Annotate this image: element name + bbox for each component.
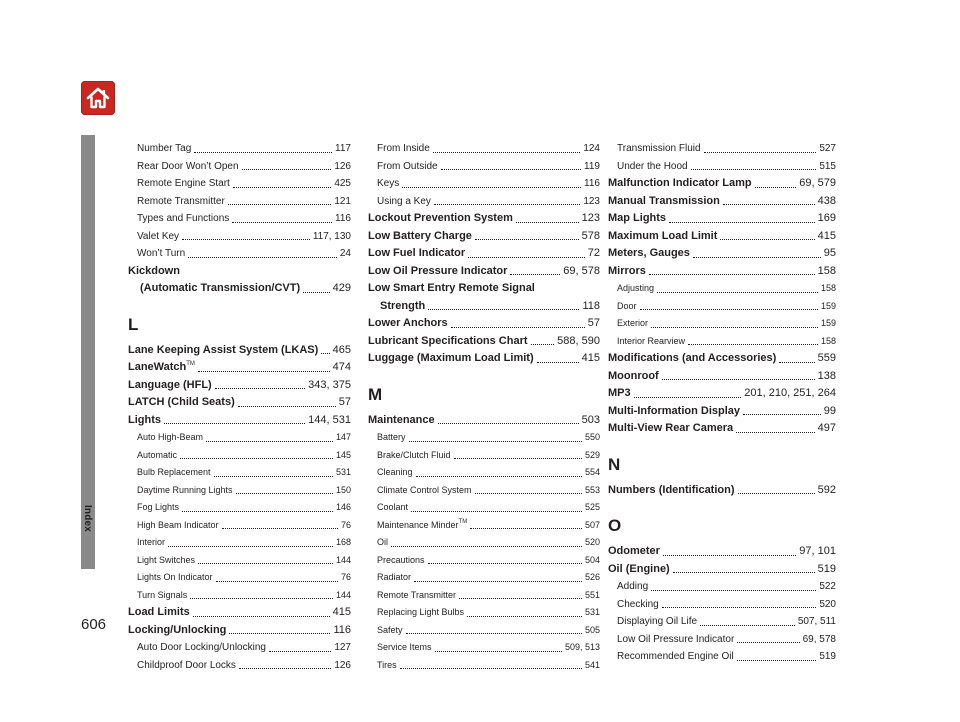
home-button[interactable] [81, 81, 115, 115]
index-entry[interactable]: Precautions 504 [377, 554, 600, 565]
index-entry[interactable]: Remote Transmitter 551 [377, 589, 600, 600]
index-entry[interactable]: Interior 168 [137, 537, 351, 547]
index-entry[interactable]: Types and Functions 116 [137, 213, 351, 224]
index-entry[interactable]: Oil 520 [377, 537, 600, 547]
index-entry[interactable]: Battery 550 [377, 432, 600, 442]
index-entry[interactable]: Modifications (and Accessories) 559 [608, 352, 836, 364]
index-entry[interactable]: Maintenance 503 [368, 413, 600, 426]
index-tab-label: Index [82, 504, 94, 532]
index-entry[interactable]: Adjusting 158 [617, 283, 836, 293]
section-letter: O [608, 516, 622, 535]
index-entry[interactable]: Locking/Unlocking 116 [128, 623, 351, 636]
index-entry[interactable]: Keys 116 [377, 178, 600, 189]
index-entry[interactable]: Checking 520 [617, 598, 836, 610]
index-entry[interactable]: Number Tag 117 [137, 143, 351, 154]
index-entry[interactable]: Multi-View Rear Camera 497 [608, 422, 836, 434]
index-entry[interactable]: Exterior 159 [617, 318, 836, 328]
index-column-1 [128, 140, 351, 674]
index-entry[interactable]: Mirrors 158 [608, 264, 836, 277]
index-entry[interactable]: Brake/Clutch Fluid 529 [377, 449, 600, 460]
index-entry[interactable]: Light Switches 144 [137, 554, 351, 565]
index-entry[interactable]: Lights On Indicator 76 [137, 572, 351, 582]
index-entry[interactable]: From Inside 124 [377, 143, 600, 154]
index-entry[interactable]: Remote Engine Start 425 [137, 178, 351, 189]
index-entry[interactable]: Interior Rearview 158 [617, 335, 836, 346]
index-entry[interactable]: Language (HFL) 343, 375 [128, 378, 351, 391]
index-column-2 [368, 140, 600, 674]
index-entry[interactable]: Auto Door Locking/Unlocking 127 [137, 642, 351, 653]
index-entry[interactable]: Won’t Turn 24 [137, 248, 351, 259]
index-entry[interactable]: Safety 505 [377, 624, 600, 635]
index-entry[interactable]: Meters, Gauges 95 [608, 247, 836, 259]
index-entry[interactable]: Automatic 145 [137, 449, 351, 460]
index-entry[interactable]: Turn Signals 144 [137, 589, 351, 600]
section-letter: N [608, 454, 621, 474]
index-entry[interactable]: Recommended Engine Oil 519 [617, 651, 836, 662]
index-entry[interactable]: Using a Key 123 [377, 195, 600, 207]
index-entry[interactable]: Displaying Oil Life 507, 511 [617, 616, 836, 627]
index-entry[interactable]: LATCH (Child Seats) 57 [128, 396, 351, 408]
index-entry[interactable]: Coolant 525 [377, 502, 600, 512]
index-entry[interactable]: Fog Lights 146 [137, 502, 351, 512]
index-entry[interactable]: Numbers (Identification) 592 [608, 483, 836, 496]
index-entry[interactable]: Tires 541 [377, 659, 600, 670]
index-entry[interactable]: Map Lights 169 [608, 212, 836, 224]
index-entry[interactable]: Multi-Information Display 99 [608, 404, 836, 417]
index-entry[interactable]: Luggage (Maximum Load Limit) 415 [368, 352, 600, 364]
index-entry[interactable]: High Beam Indicator 76 [137, 519, 351, 530]
index-entry[interactable]: Climate Control System 553 [377, 484, 600, 495]
index-entry[interactable]: Childproof Door Locks 126 [137, 659, 351, 671]
index-entry[interactable]: Odometer 97, 101 [608, 545, 836, 557]
page-number: 606 [81, 616, 107, 633]
index-entry[interactable]: Lockout Prevention System 123 [368, 212, 600, 224]
index-entry[interactable]: Valet Key 117, 130 [137, 230, 351, 242]
index-entry[interactable]: Low Fuel Indicator 72 [368, 247, 600, 259]
index-entry[interactable]: Bulb Replacement 531 [137, 467, 351, 477]
index-entry[interactable]: Manual Transmission 438 [608, 194, 836, 207]
section-letter: M [368, 384, 383, 404]
index-entry[interactable]: Strength 118 [380, 299, 600, 312]
index-entry[interactable]: Replacing Light Bulbs 531 [377, 607, 600, 617]
index-entry[interactable]: Service Items 509, 513 [377, 642, 600, 652]
index-entry[interactable]: From Outside 119 [377, 160, 600, 172]
index-entry[interactable]: Under the Hood 515 [617, 160, 836, 172]
index-entry[interactable]: Adding 522 [617, 581, 836, 592]
index-entry[interactable]: Maximum Load Limit 415 [608, 229, 836, 242]
index-entry[interactable]: Transmission Fluid 527 [617, 143, 836, 154]
index-entry[interactable]: Maintenance Minder™ 507 [377, 518, 600, 530]
index-entry[interactable]: Auto High-Beam 147 [137, 432, 351, 442]
index-entry[interactable]: Low Smart Entry Remote Signal [368, 282, 535, 294]
index-entry[interactable]: Daytime Running Lights 150 [137, 484, 351, 495]
index-entry[interactable]: Lights 144, 531 [128, 413, 351, 426]
index-entry[interactable]: Low Oil Pressure Indicator 69, 578 [368, 264, 600, 277]
index-entry[interactable]: Oil (Engine) 519 [608, 562, 836, 575]
index-entry[interactable]: Radiator 526 [377, 572, 600, 582]
index-entry[interactable]: Low Oil Pressure Indicator 69, 578 [617, 633, 836, 645]
index-entry[interactable]: Moonroof 138 [608, 369, 836, 382]
index-entry[interactable]: Load Limits 415 [128, 606, 351, 618]
index-entry[interactable]: Malfunction Indicator Lamp 69, 579 [608, 177, 836, 189]
index-entry[interactable]: Lane Keeping Assist System (LKAS) 465 [128, 343, 351, 356]
index-column-3 [608, 140, 836, 666]
home-icon [85, 85, 111, 111]
index-entry[interactable]: Door 159 [617, 300, 836, 311]
index-entry[interactable]: Lower Anchors 57 [368, 317, 600, 329]
index-entry[interactable]: Remote Transmitter 121 [137, 195, 351, 207]
index-entry[interactable]: Rear Door Won’t Open 126 [137, 160, 351, 172]
index-entry[interactable]: Kickdown [128, 264, 180, 277]
index-entry[interactable]: MP3 201, 210, 251, 264 [608, 387, 836, 399]
index-entry[interactable]: Low Battery Charge 578 [368, 229, 600, 242]
index-entry[interactable]: (Automatic Transmission/CVT) 429 [140, 282, 351, 294]
index-entry[interactable]: Cleaning 554 [377, 467, 600, 477]
index-entry[interactable]: Lubricant Specifications Chart 588, 590 [368, 334, 600, 347]
section-letter: L [128, 314, 139, 334]
index-entry[interactable]: LaneWatch™ 474 [128, 361, 351, 373]
